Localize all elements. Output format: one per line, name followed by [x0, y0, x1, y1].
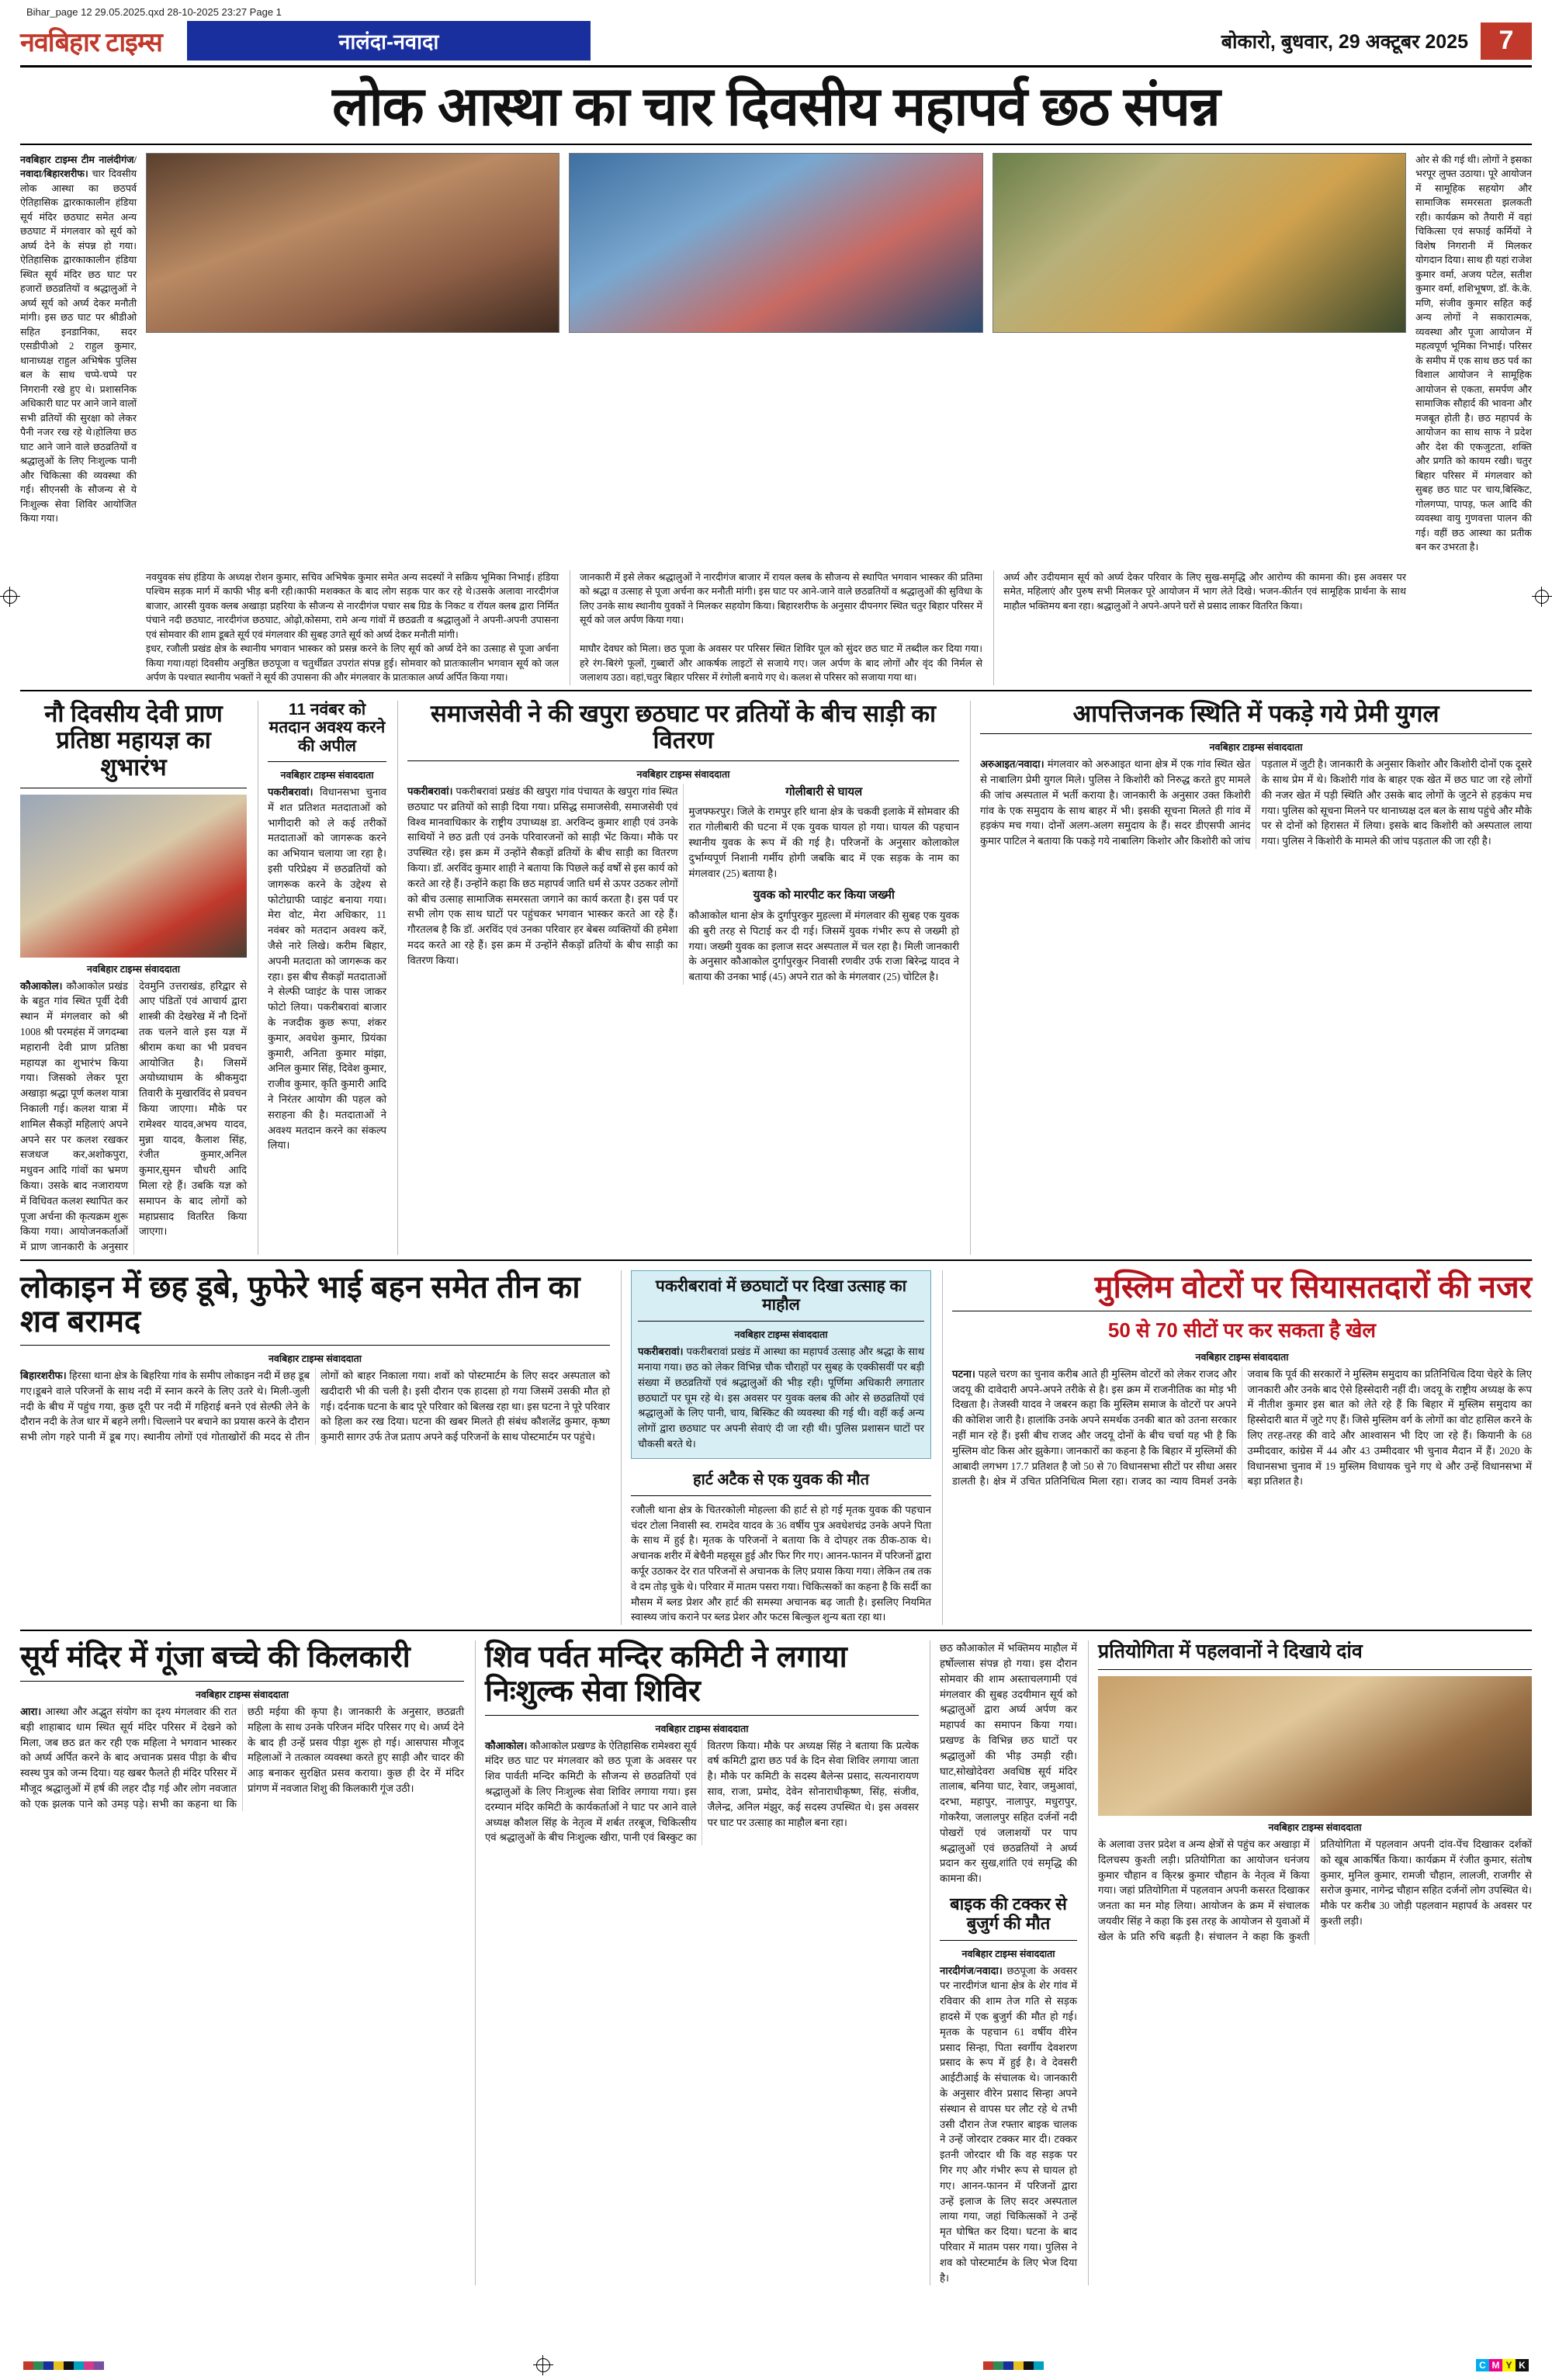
story-devi-pran-pratishtha: [20, 701, 247, 1256]
highlight-box: [631, 1270, 931, 1459]
story-headline: समाजसेवी ने की खपुरा छठघाट पर व्रतियों के बीच साड़ी का वितरण: [430, 699, 937, 754]
story-byline: नवबिहार टाइम्स संवाददाता: [268, 1353, 362, 1364]
lead-col5-text: अर्घ्य और उदीयमान सूर्य को अर्घ्य देकर परिवार के लिए सुख-समृद्धि और आरोग्य की कामना की। इस अवसर पर समेत, महिलाएं और पुरुष सभी मिलकर पूरे आयोजन में भाग लेते दिखे। भजन-कीर्तन एवं सामूहिक प्रार्थना के साथ माहौल भक्तिमय बना रहा। श्रद्धालुओं ने अपने-अपने घरों से प्रसाद लाकर वितरित किया।: [993, 570, 1406, 643]
section-two: [20, 701, 1532, 1256]
story-saree-distribution: [397, 701, 959, 1256]
story-text: हिरसा थाना क्षेत्र के बिहरिया गांव के समीप लोकाइन नदी में छह डूब गए।डूबने वाले परिजनों के साथ नदी में स्नान करने के लिए उतरे थे। मिली-जुली नदी के बीच में पहुंच गया, कुछ दूरी पर नदी में गहिराई बनने एवं सेल्फी लेने के दौरान नदी के तेज धार में बहने लगी। चिल्लाने पर बचाने का प्रयास करने के दौरान सभी लोग गहरे पानी में डूब गए। स्थानीय लोगों एवं गोताखोरों की मदद से तीन लोगों को बाहर निकाला गया। शवों को पोस्टमार्टम के लिए सदर अस्पताल को खदीदारी भी की चली है। इसी दौरान एक हादसा हो गया जिसमें उसकी मौत हो गई। दर्दनाक घटना के बाद पूरे परिवार को बिलख रहा था। इस घटना ने पूरे परिवार को हिला कर रख दिया। घटना की खबर मिलते ही संबंध कौशलेंद्र कुमार, कृष्ण कुमारी सागर उर्फ तेज प्रताप अपने कई परिजनों के साथ पोस्टमार्टम पर पहुंचे।: [20, 1370, 610, 1443]
story-kicker: 50 से 70 सीटों पर कर सकता है खेल: [1107, 1318, 1377, 1342]
photo-chhath-women: [146, 153, 559, 333]
story-dateline: पकरीबरावां।: [407, 785, 453, 797]
story-continued-text: छठ कौआकोल में भक्तिमय माहौल में हर्षोल्लास संपन्न हो गया। इस दौरान सोमवार की शाम अस्ताचलगामी एवं मंगलवार की सुबह उदयीमान सूर्य को श्रद्धालुओं द्वारा अर्घ्य अर्पण कर महापर्व का समापन किया गया। प्रखण्ड के विभिन्न छठ घाटों पर श्रद्धालुओं की भीड़ उमड़ी रही। घाट,सोखोदेवरा अवधिष्ठ सूर्य मंदिर तालाब, बनिया घाट, रेवार, जमुआवां, दरभा, महापुर, नालापुर, मधुरापुर, गोकरैया, जलालपुर सहित दर्जनों नदी पोखरों एवं जलाशयों पर पाप श्रद्धालुओं एवं छठव्रतियों ने अर्घ्य प्रदान कर सुख,शांति एवं समृद्धि की कामना की।: [940, 1642, 1077, 1885]
story-dateline: कौआकोल।: [485, 1739, 528, 1751]
story-headline: लोकाइन में छह डूबे, फुफेरे भाई बहन समेत तीन का शव बरामद: [20, 1270, 580, 1339]
story-couple-caught: [970, 701, 1532, 1256]
story-dateline: आरा।: [20, 1705, 42, 1717]
lead-article: [20, 153, 1532, 685]
lead-byline: नवबिहार टाइम्स टीम नालंदीगंज/नवादा/बिहारशरीफ।: [20, 154, 137, 179]
story-byline: नवबिहार टाइम्स संवाददाता: [655, 1723, 749, 1734]
story-text: मंगलवार को अरुआइत थाना क्षेत्र में एक गांव स्थित खेत से नाबालिग प्रेमी युगल मिले। पुलिस ने किशोरी को निरुद्ध करते हुए मामले की जांच अस्पताल में भर्ती कराया है। जानकारी के अनुसार उक्त किशोरी गांव के एक समुदाय के साथ बाहर में भी। इसकी सूचना मिलते ही गांव में हड़कंप मच गया। दोनों अलग-अलग समुदाय के हैं। सदर डीएसपी आनंद कुमार पाटिल ने बताया कि पकड़े गये नाबालिग किशोर और किशोरी को जांच पड़ताल में जुटी है।: [980, 758, 1328, 847]
story-byline: नवबिहार टाइम्स संवाददाता: [1268, 1821, 1362, 1833]
story-dateline: बिहारशरीफ।: [20, 1370, 67, 1381]
subtext-firing-injury: मुजफ्फरपुर। जिले के रामपुर हरि थाना क्षेत्र के चकवी इलाके में सोमवार की रात गोलीबारी की घटना में एक युवक घायल हो गया। घायल की पहचान स्थानीय युवक के रूप में की गई है। परिजनों के अनुसार कोलाकोल दुर्भाग्यपूर्ण निशानी गर्मीय होगी जबकि बाद में एक सड़क के नाम का मंगलवार (25) बताया है।: [688, 805, 959, 879]
story-byline: नवबिहार टाइम्स संवाददाता: [196, 1689, 289, 1700]
subtext-youth-assault: कौआकोल थाना क्षेत्र के दुर्गापुरकुर मुहल्ला में मंगलवार की सुबह एक युवक की बुरी तरह से पिटाई कर दी गई। जिसमें युवक गंभीर रूप से जख्मी हो गया। जख्मी युवक का इलाज सदर अस्पताल में चल रहा है। मिली जानकारी के अनुसार कौआकोल दुर्गापुरकुर निवासी रणवीर उर्फ राजा बिरेन्द्र यादव ने बताया की उनका भाई (45) अपने रात को के मंगलवार (25) चोटिल है।: [688, 909, 959, 983]
color-swatches-left: [23, 2361, 104, 2370]
masthead: [20, 21, 1532, 68]
story-text-2: क्षेत्र में उचित प्रतिनिधित्व मिला रहा। राजद का न्याय विमर्श उनके जवाब कि पूर्व की सरकारों ने मुस्लिम समुदाय का प्रतिनिधित्व दिया चेहरे के लिए जानकारी और उनके बाद ऐसे हिस्सेदारी नहीं दी। जदयू के राष्ट्रीय अध्यक्ष के रूप में नीतीश कुमार इस बात को लेते रहे हैं कि बिहार में मुस्लिम समुदाय का हिस्सेदारी बात में जुटे गए हैं। जिसे मुस्लिम वर्ग के लोगों का वोट हासिल करने के लिए तरह-तरह की वादे और आश्वासन भी दिए जा रहे हैं। कियानी के 68 उम्मीदवार, कांग्रेस में 44 और 43 उम्मीदवार भी चुनाव मैदान में हैं। 2020 के विधानसभा चुनाव में 19 मुस्लिम विधायक चुने गए थे और उन्हें विधानसभा में बड़ा प्रतिशत है।: [993, 1367, 1532, 1488]
cmyk-c: C: [1476, 2359, 1489, 2371]
story-dateline: पटना।: [952, 1367, 975, 1380]
cmyk-y: Y: [1502, 2359, 1516, 2371]
lead-col3-text: जानकारी में इसे लेकर श्रद्धालुओं ने नारदीगंज बाजार में रायल क्लब के सौजन्य से स्थापित भगवान भास्कर की प्रतिमा को श्रद्धा व उत्साह से पूजा अर्चना कर मनौती मांगी। इस घाट पर आने-जाने वाले छठव्रतियों व श्रद्धालुओं की सुविधा के लिए उनके साथ स्थानीय युवकों ने मिलकर सहयोग किया। बिहारशरीफ के अनुसार दीपनगर स्थित चतुर बिहार परिसर में सूर्य को जल अर्पण किया गया।: [570, 570, 982, 643]
story-headline: बाइक की टक्कर से बुजुर्ग की मौत: [950, 1893, 1067, 1934]
newspaper-brand: नवबिहार टाइम्स: [20, 27, 162, 57]
lead-right-column: [1415, 153, 1532, 555]
lead-col6-text: ओर से की गई थी। लोगों ने इसका भरपूर लुफ्त उठाया। पूरे आयोजन में सामूहिक सहयोग और सामाजिक समरसता झलकती रही। कार्यक्रम को तैयारी में वहां चिकित्सा एवं सफाई कर्मियों ने विशेष निगरानी में मिलकर योगदान दिया। साथ ही यहां राजेश कुमार वर्मा, अजय पटेल, सतीश कुमार वर्मा, शशिभूषण, डॉ. के.के. मणि, संजीव कुमार सहित कई अन्य लोगों ने सकारात्मक, व्यवस्था और पूजा आयोजन में महत्वपूर्ण भूमिका निभाई। परिसर के समीप में एक साथ छठ पर्व का विशाल आयोजन ने सामूहिक आयोजन से एकता, समर्पण और सामाजिक सौहार्द की भावना और मजबूत होती है। छठ महापर्व के आयोजन का साथ साफ ने प्रदेश और देश की एकजुटता, शक्ति और प्रगति को कायम रखी। चतुर बिहार परिसर में मंगलवार को सुबह छठ घाट पर चाय,बिस्किट, गोलगप्पा, पापड़, फल आदि की व्यवस्था वायु गुणवत्ता पालन की गई। वहीं छठ आस्था का प्रतीक बन कर उभरता है।: [1415, 154, 1532, 553]
story-byline: नवबिहार टाइम्स संवाददाता: [87, 963, 180, 975]
masthead-dateline: बोकारो, बुधवार, 29 अक्टूबर 2025: [1221, 30, 1468, 53]
lead-headline: लोक आस्था का चार दिवसीय महापर्व छठ संपन्न: [332, 76, 1220, 137]
story-text: कौआकोल प्रखंड के बहुत गांव स्थित पूर्वी देवी स्थान में मंगलवार को श्री 1008 श्री परमहंस में जगदम्बा महारानी देवी प्राण प्रतिष्ठा महायज्ञ का शुभारंभ किया गया। जिसको लेकर पूरा अखाड़ा श्रद्धा पूर्ण कलश यात्रा निकाली गई। कलश यात्रा में शामिल सैकड़ों महिलाएं अपने अपने सर पर कलश रखकर सजधज कर,अशोकपुरा, मधुवन आदि गांवों का भ्रमण किया। उसके बाद नजारायण में विधिवत कलश स्थापित कर पूजा अर्चना की कृत्यक्रम शुरू किया गया। आयोजनकर्ताओं में प्राण जानकारी के अनुसार देवमुनि उत्तराखंड, हरिद्वार से आए पंडितों एवं आचार्य द्वारा शास्त्री की देखरेख में नौ दिनों तक चलने वाले इस यज्ञ में श्रीराम कथा का भी प्रवचन आयोजित है। जिसमें अयोध्याधाम के श्रीकमुदा तिवारी के मुखारविंद से प्रवचन किया जाएगा। मौके पर रामेश्वर यादव,अभय यादव, मुन्ना यादव, कैलाश सिंह, रंजीत कुमार,अनिल कुमार,सुमन चौधरी आदि मिला रहे हैं। उबकि यज्ञ को समापन के बाद लोगों को महाप्रसाद वितरित किया जाएगा।: [20, 979, 247, 1253]
story-byline: नवबिहार टाइम्स संवाददाता: [961, 1948, 1055, 1959]
cmyk-indicator: [1476, 2359, 1529, 2371]
story-wrestling-competition: [1088, 1640, 1532, 2285]
lead-left-column: [20, 153, 137, 555]
story-voting-appeal: [258, 701, 386, 1256]
story-text: प्रतियोगिता का आयोजन धनंजय कुमार चौहान व कि्रश्न कुमार चौहान के नेतृत्व में किया गया। जहां प्रतियोगिता में पहलवान अपनी कसरत दिखाकर जनता का मन मोह लिया। आयोजन के क्रम में संचालक जयवीर सिंह ने कहा कि इस तरह के आयोजन से युवाओं में खेल के प्रति रुचि बढ़ती है। संचालन ने कहा कि कुश्ती प्रतियोगिता में पहलवान अपनी दांव-पेंच दिखाकर दर्शकों को खूब आकर्षित किया। कार्यक्रम में रंजीत कुमार, संतोष कुमार, मुनिल कुमार, रामजी चौहान, लालजी, राजगीर से सरोज कुमार, नागेन्द्र चौहान सहित दर्जनों लोग उपस्थित थे। मौके पर करीब 30 जोड़ी पहलवान महापर्व के अवसर पर कुश्ती लड़ी।: [1098, 1838, 1532, 1942]
photo-ghat-crowd: [569, 153, 982, 333]
story-text: छठपूजा के अवसर पर नारदीगंज थाना क्षेत्र के शेर गांव में रविवार की शाम तेज गति से सड़क हादसे में एक बुजुर्ग की मौत हो गई। मृतक के पहचान 61 वर्षीय वीरेन प्रसाद सिन्हा, पिता स्वर्गीय देवशरण प्रसाद के रूप में हुई है। वे देवसरी आईटीआई के संचालक थे।: [940, 1964, 1077, 2084]
story-headline: प्रतियोगिता में पहलवानों ने दिखाये दांव: [1098, 1640, 1363, 1663]
photo-kalash-yatra: [20, 795, 247, 958]
photo-caption: के अलावा उत्तर प्रदेश व अन्य क्षेत्रों से पहुंच कर अखाड़ा में दिलचस्प कुश्ती लड़ी।: [1098, 1838, 1310, 1866]
lead-left-text: चार दिवसीय लोक आस्था का छठपर्व ऐतिहासिक द्वारकाकालीन हंडिया सूर्य मंदिर छठघाट समेत अन्य छठघाट में मंगलवार को सूर्य को अर्घ्य देने के संपन्न हो गया। ऐतिहासिक द्वारकाकालीन हंडिया स्थित सूर्य मंदिर छठ घाट पर हजारों छठव्रतियों व श्रद्धालुओं ने अर्घ्य सूर्य को अर्घ्य देकर मनौती मांगी। इस छठ घाट पर श्रीडीओ सहित इनडानिका, सदर एसडीपीओ 2 राहुल कुमार, थानाध्यक्ष राहुल अभिषेक पुलिस बल के साथ चप्पे-चप्पे पर निगरानी रखे हुए थे। प्रशासनिक अधिकारी घाट पर आने जाने वालों सभी व्रतियों की सुरक्षा को लेकर पैनी नजर रख रहे थे।होलिया छठ घाट आने जाने वाले छठव्रतियों व श्रद्धालुओं के लिए निःशुल्क पानी और चिकित्सा की व्यवस्था की गई। सीएनसी के सौजन्य से ये निःशुल्क सेवा शिविर आयोजित किया गया।: [20, 168, 137, 524]
story-dateline: नारदीगंज/नवादा।: [940, 1964, 1003, 1976]
story-text: विधानसभा चुनाव में शत प्रतिशत मतदाताओं को भागीदारी को ले कई तरीकों मतदाताओं को जागरूक करने का अभियान चलाया जा रहा है। इसी परिप्रेक्ष्य में छठव्रतियों को जागरूक करने के उद्देश्य से फोटोग्राफी प्वाइंट बनाया गया। मेरा वोट, मेरा अधिकार, 11 नवंबर को मतदान अवश्य करें, जैसे नारे लिखे। करीम बिहार, अपनी मतदाता को जागरूक कर रहा। इस बीच सैकड़ों मतदाताओं ने सेल्फी प्वाइंट के पास जाकर फोटो लिया। पकरीबरावां बाजार के नजदीक कुछ रूपा, शंकर कुमार, अवधेश कुमार, प्रियंका कुमारी, अनिता कुमार मांझा, अनिल कुमार सिंह, दिवेश कुमार, राजीव कुमार, कृति कुमारी आदि ने निरंतर आयोग की पहल को सराहना की है। मतदाताओं ने अवश्य मतदान करने का संकल्प लिया।: [268, 786, 386, 1152]
story-text: पकरीबरावां प्रखंड में आस्था का महापर्व उत्साह और श्रद्धा के साथ मनाया गया। छठ को लेकर विभिन्न चौक चौराहों पर सुबह के एक्कीसवीं पर बड़ी संख्या में छठव्रतियों एवं श्रद्धालुओं की भीड़ रही। पूर्णिमा अधिकारी लगातार छठघाटों पर घूम रहे थे। इस अवसर पर युवक क्लब की ओर से छठव्रतियों एवं श्रद्धालुओं के लिए पानी, चाय, बिस्किट की व्यवस्था की गई थी। वहीं कई अन्य लोगों द्वारा छठघाट पर अपनी सेवाएं दी जा रही थी। पुलिस प्रशासन घाटों पर चौकसी बरते थे।: [638, 1346, 924, 1450]
color-swatches-right: [983, 2361, 1044, 2370]
story-dateline: कौआकोल।: [20, 979, 63, 992]
subtext-heart-attack: रजौली थाना क्षेत्र के चितरकोली मोहल्ला की हार्ट से हो गई मृतक युवक की पहचान चंदर टोला निवासी स्व. रामदेव यादव के 36 वर्षीय पुत्र अवधेशचंद्र उनके अपने पिता के साथ में हुई है। मृतक के परिजनों ने बताया कि वे दोपहर तक ठीक-ठाक थे। अचानक शरीर में बेचैनी महसूस हुई और फिर गिर गए। आनन-फानन में परिजनों द्वारा कर्पूर उठाकर देर रात परिजनों से अचानक के लिए प्रयास किया गया। लेकिन तब तक वे दम तोड़ चुके थे। परिवार में मातम पसरा गया। चिकित्सकों का कहना है कि सर्दी का मौसम में ब्लड प्रेशर और हार्ट की समस्या अचानक बढ़ जाती है। इसलिए नियमित स्वास्थ्य जांच कराने पर ब्लड प्रेशर और फटस बिल्कुल शुन्य बता रहा था।: [631, 1503, 932, 1623]
edition-band: नालंदा-नवादा: [187, 21, 591, 61]
divider-rule-3: [20, 1259, 1532, 1261]
cmyk-k: K: [1516, 2359, 1529, 2371]
cmyk-m: M: [1489, 2359, 1502, 2371]
story-pakribarawan-chhath: [621, 1270, 931, 1625]
divider-rule-4: [20, 1630, 1532, 1631]
story-text: कौआकोल प्रखण्ड के ऐतिहासिक रामेश्वरा सूर्य मंदिर छठ घाट पर मंगलवार को छठ पूजा के अवसर पर शिव पार्वती मन्दिर कमिटी के सौजन्य से छठव्रतियों एवं श्रद्धालुओं के लिए निःशुल्क सेवा शिविर लगाया गया। इस दरम्यान मंदिर कमिटी के कार्यकर्ताओं ने घाट पर आने वाले अध्यक्ष कौशल सिंह के नेतृत्व में शर्बत तरबूज, चिकित्सीय एवं श्रद्धालुओं के बीच निःशुल्क खीरा, पानी एवं बिस्कुट का वितरण किया। मौके पर अध्यक्ष सिंह ने बताया कि प्रत्येक वर्ष कमिटी द्वारा छठ पर्व के दिन सेवा शिविर लगाया जाता है। मौके पर कमिटी के सदस्य बैलेन्स प्रसाद, सत्यनारायण साव, राजा, प्रमोद, देवेन सोनाराधीकृष्ण, सिंह, संजीव, जैलेन्द्र, अनिल मंझुर, कई सदस्य उपस्थित थे। इस अवसर पर घाट पर उत्साह का माहौल बना रहा।: [485, 1739, 919, 1844]
story-muslim-voters: [942, 1270, 1532, 1625]
lead-lower-text: [146, 564, 1406, 685]
story-headline: आपत्तिजनक स्थिति में पकड़े गये प्रेमी युगल: [1072, 699, 1439, 727]
photo-river-arghya: [993, 153, 1406, 333]
divider-rule: [20, 144, 1532, 145]
story-byline: नवबिहार टाइम्स संवाददाता: [280, 770, 374, 781]
page-number: 7: [1481, 23, 1532, 60]
story-dateline: अरुआइत/नवादा।: [980, 758, 1044, 771]
registration-mark-right: [1535, 590, 1549, 604]
subhead-firing-injury: गोलीबारी से घायल: [785, 785, 863, 799]
story-dateline: पकरीबरावां।: [268, 786, 314, 799]
story-text-2: जानकारी के अनुसार किशोर और किशोरी दोनों एक दूसरे के साथ प्रेम में थे। किशोरी गांव के बाहर एक खेत में छठ घाट जा रहे लोगों की नजर खेत में पड़ी स्थिति और उसके बाद लोगों के जुटने से हड़कंप मच गया। पुलिस को सूचना मिलने पर थानाध्यक्ष दल बल के साथ पहुंचे और मौके पर से दोनों को हिरासत में लिया। इसके बाद किशोरी को अस्पताल लाया गया। पुलिस ने किशोरी के मामले की जांच पड़ताल की जा रही है।: [1261, 758, 1533, 847]
registration-mark-left: [3, 590, 17, 604]
story-headline: सूर्य मंदिर में गूंजा बच्चे की किलकारी: [20, 1640, 411, 1675]
story-headline: 11 नवंबर को मतदान अवश्य करने की अपील: [268, 700, 386, 755]
story-byline: नवबिहार टाइम्स संवाददाता: [734, 1329, 828, 1341]
subhead-heart-attack: हार्ट अटैक से एक युवक की मौत: [692, 1471, 870, 1488]
story-text-2: जानकारी के अनुसार वीरेन प्रसाद सिन्हा अपने संस्थान से वापस घर लौट रहे थे तभी उसी दौरान तेज रफ्तार बाइक चालक ने उन्हें जोरदार टक्कर मार दी। टक्कर इतनी जोरदार थी कि वह सड़क पर गिर गए और गंभीर रूप से घायल हो गए। आनन-फानन में परिजनों द्वारा उन्हें इलाज के लिए सदर अस्पताल लाया गया, जहां चिकित्सकों ने उन्हें मृत घोषित कर दिया। घटना के बाद परिवार में मातम पसर गया। पुलिस ने शव को पोस्टमार्टम के लिए भेज दिया है।: [940, 2072, 1078, 2284]
press-registration-bar: [0, 2358, 1552, 2372]
section-three: [20, 1270, 1532, 1625]
lead-col2-text: इधर, रजौली प्रखंड क्षेत्र के स्थानीय भगवान भास्कर को प्रसन्न करने के लिए सूर्य को अर्घ्य देने का उत्साह से पूजा अर्चना किया गया।यहां दिवसीय अनुष्ठित छठपूजा व चतुर्थीव्रत उपरांत संपन्न हुई। सोमवार को प्रातःकालीन भगवान सूर्य को जल अर्पण के पश्चात स्थानीय भक्तों ने सूर्य की उपासना की और मंगलवार के प्रातःकाल अर्घ्य अर्पित किया गया।: [146, 643, 559, 683]
story-byline: नवबिहार टाइम्स संवाददाता: [1209, 742, 1303, 753]
subhead-youth-assault: युवक को मारपीट कर किया जख्मी: [753, 889, 895, 902]
story-bike-accident: [930, 1640, 1077, 2285]
story-headline: नौ दिवसीय देवी प्राण प्रतिष्ठा महायज्ञ का शुभारंभ: [44, 699, 223, 781]
story-free-service-camp: [475, 1640, 919, 2285]
lead-photo-strip: [146, 153, 1406, 555]
story-text: पकरीबरावां प्रखंड की खपुरा गांव पंचायत के खपुरा गांव स्थित छठघाट पर व्रतियों को साड़ी दिया गया। प्रसिद्ध समाजसेवी, समाजसेवी एवं विश्व मानवाधिकार के राष्ट्रीय उपाध्यक्ष डा. अरविन्द कुमार शाही एवं उनके साथियों ने छठ व्रती एवं उनके परिवारजनों को साड़ी भेंट किया। मौके पर उपस्थित रहे। इस क्रम में उन्होंने सैकड़ों व्रतियों के बीच साड़ी का वितरण किया। डॉ. अरविंद कुमार शाही ने बताया कि पिछले कई वर्षों से इस कार्य को करते आ रहे हैं। उन्होंने कहा कि छठ महापर्व जाति धर्म से ऊपर उठकर लोगों को बीच उत्साह सामाजिक समरसता जगाने का कार्य करता है। इस पर्व पर सभी लोग एक साथ घाटों पर पहुंचकर भगवान भास्कर करते आ रहे हैं। गौरतलब है कि डॉ. अरविंद एवं उनका परिवार हर बेबस व्यक्तियों की हमेशा मदद करते आ रहे हैं। इस क्रम में उन्होंने सैकड़ों व्रतियों के बीच साड़ी का वितरण किया।: [407, 785, 678, 966]
file-slug: Bihar_page 12 29.05.2025.qxd 28-10-2025 23:27 Page 1: [26, 6, 282, 18]
story-text: पहले चरण का चुनाव करीब आते ही मुस्लिम वोटरों को लेकर राजद और जदयू की दावेदारी अपने-अपने तरीके से है। इस क्रम में राजनीतिक का मोड़ भी दिखता है। तेजस्वी यादव ने जबरन कहा कि मुस्लिम समाज के वोटरों पर अपने की कोशिश जारी है। हालांकि उनके अपने समर्थक उनकी बात को उतना सरकार नहीं मान रहे हैं। इसी बीच राजद और जदयू दोनों के बीच चर्चा यह भी है कि मुस्लिम वोट किस ओर झुकेगा। जानकारों का कहना है कि बिहार में मुस्लिमों की आबादी लगभग 17.7 प्रतिशत है जो 50 से 70 विधानसभा सीटों पर सीधा असर डालती है।: [952, 1367, 1237, 1488]
lead-col4-text: माघौर देवघर को मिला। छठ पूजा के अवसर पर परिसर स्थित शिविर पूल को सुंदर छठ घाट में तब्दील कर दिया गया। हरे रंग-बिरंगे फूलों, गुब्बारों और आकर्षक लाइटों से सजाये गए। जल अर्पण के बाद लोगों और वृंद की निर्मल से जलाशय उठा। वहां,चतुर बिहार परिसर में रंगोली बनाये गए थे। कलश से परिसर को सजाया गया था।: [570, 642, 982, 685]
story-drowning: [20, 1270, 610, 1625]
registration-mark: [536, 2358, 550, 2372]
lead-col1-text: नवयुवक संघ हंडिया के अध्यक्ष रोशन कुमार, सचिव अभिषेक कुमार समेत अन्य सदस्यों ने सक्रिय भूमिका निभाई। हंडिया पश्चिम सड़क मार्ग में काफी भीड़ बनी रही।काफी मशक्कत के बाद लोग सड़क पार कर रहे थे।उसके अलावा नारदीगंज बाजार, आरसी युवक क्लब अखाड़ा प्रहरिया के सौजन्य से नारदीगंज पचार सब ग्रिड के निकट व रॉयल क्लब द्वारा निर्मित पंचाने नदी छठघाट, नारदीगंज छठघाट, ओढ़ो,कोसमा, रामे अन्य गांवों में छठव्रती व श्रद्धालुओं ने अपनी-अपनी उपासना एवं सोमवार की शाम डूबते सूर्य एवं मंगलवार की सुबह उगते सूर्य को अर्घ्य देकर मनौती मांगी।: [146, 571, 559, 640]
story-dateline: पकरीबरावां।: [638, 1346, 684, 1358]
story-headline: मुस्लिम वोटरों पर सियासतदारों की नजर: [1094, 1270, 1532, 1304]
story-text: आस्था और अद्भुत संयोग का दृश्य मंगलवार की रात बड़ी शाहाबाद धाम स्थित सूर्य मंदिर परिसर में देखने को मिला, जब छठ व्रत कर रही एक महिला ने भगवान भास्कर को अर्घ्य अर्पित करने के बाद अचानक प्रसव पीड़ा के बीच स्वस्थ पुत्र को जन्म दिया। यह खबर फैलते ही मंदिर परिसर में मौजूद श्रद्धालुओं में हर्ष की लहर दौड़ गई और लोग नवजात को एक झलक पाने को उमड़ पड़े। सभी का कहना था कि छठी मईया की कृपा है। जानकारी के अनुसार, छठव्रती महिला के साथ उनके परिजन मंदिर परिसर गए थे। अर्घ्य देने के बाद ही उन्हें प्रसव पीड़ा शुरू हो गई। आसपास मौजूद महिलाओं ने तत्काल व्यवस्था करते हुए साड़ी और चादर की आड़ बनाकर सुरक्षित प्रसव कराया। कुछ ही देर में मंदिर प्रांगण में नवजात शिशु की किलकारी गूंज उठी।: [20, 1705, 464, 1810]
story-headline: शिव पर्वत मन्दिर कमिटी ने लगाया निःशुल्क सेवा शिविर: [485, 1640, 847, 1708]
story-byline: नवबिहार टाइम्स संवाददाता: [636, 768, 730, 780]
divider-rule-2: [20, 690, 1532, 691]
story-headline: पकरीबरावां में छठघाटों पर दिखा उत्साह का माहौल: [655, 1277, 907, 1315]
section-four: [20, 1640, 1532, 2285]
story-byline: नवबिहार टाइम्स संवाददाता: [1195, 1351, 1289, 1363]
story-temple-birth: [20, 1640, 464, 2285]
photo-wrestling-match: [1098, 1676, 1532, 1816]
